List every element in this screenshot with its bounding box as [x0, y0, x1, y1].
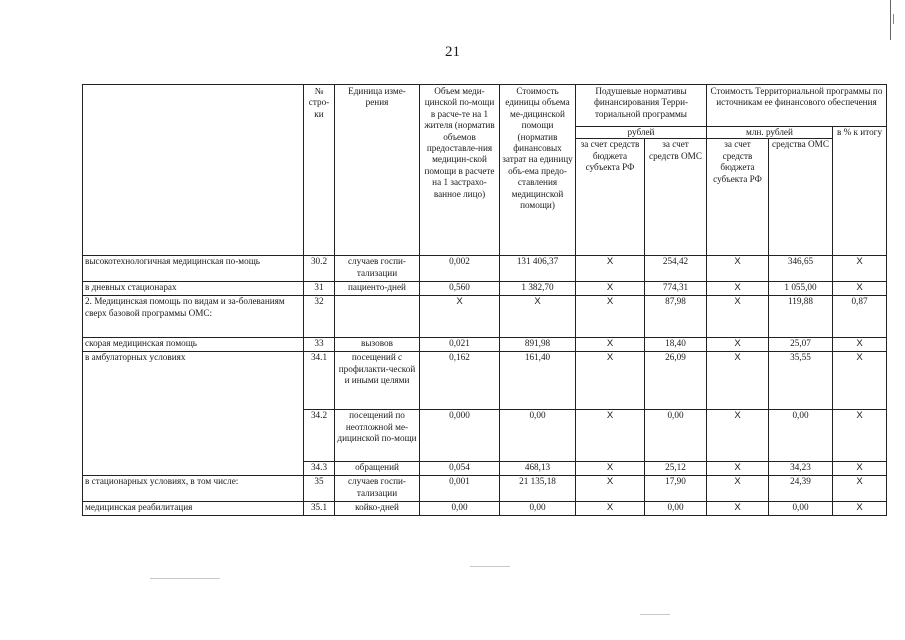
row-tc-budget: X	[707, 352, 769, 410]
row-pc-oms: 18,40	[645, 338, 707, 352]
row-unit: посещений по неотложной ме-дицинской по-мощи	[335, 410, 420, 462]
row-tc-budget: X	[707, 410, 769, 462]
row-tc-oms: 25,07	[769, 338, 833, 352]
row-volume: 0,560	[420, 282, 500, 296]
row-percent: X	[833, 462, 887, 476]
row-percent: X	[833, 282, 887, 296]
row-cost: 468,13	[500, 462, 576, 476]
row-tc-budget: X	[707, 282, 769, 296]
row-number: 35.1	[304, 502, 335, 516]
row-cost: 161,40	[500, 352, 576, 410]
row-percent: X	[833, 476, 887, 502]
row-volume: 0,054	[420, 462, 500, 476]
row-number: 30.2	[304, 256, 335, 282]
row-unit: посещений с профилакти-ческой и иными целями	[335, 352, 420, 410]
row-pc-oms: 87,98	[645, 296, 707, 338]
row-number: 33	[304, 338, 335, 352]
row-number: 34.1	[304, 352, 335, 410]
header-unit: Единица изме-рения	[335, 85, 420, 256]
row-name: высокотехнологичная медицинская по-мощь	[83, 256, 304, 282]
header-per-capita: Подушевые нормативы финансирования Терри-ториальной программы	[576, 85, 707, 127]
row-number: 31	[304, 282, 335, 296]
row-tc-budget: X	[707, 476, 769, 502]
row-pc-oms: 17,90	[645, 476, 707, 502]
row-pc-oms: 0,00	[645, 410, 707, 462]
table-row	[83, 282, 887, 296]
row-tc-oms: 1 055,00	[769, 282, 833, 296]
row-pc-budget: X	[576, 352, 645, 410]
row-pc-oms: 774,31	[645, 282, 707, 296]
scan-artifact-line	[150, 578, 220, 579]
table-row	[83, 502, 887, 516]
row-name: 2. Медицинская помощь по видам и за-болеваниям сверх базовой программы ОМС:	[83, 296, 304, 338]
row-cost: 1 382,70	[500, 282, 576, 296]
header-oms-funds-2: средства ОМС	[769, 139, 833, 256]
row-percent: X	[833, 410, 887, 462]
row-percent: X	[833, 502, 887, 516]
row-volume: X	[420, 296, 500, 338]
row-pc-budget: X	[576, 462, 645, 476]
row-pc-budget: X	[576, 338, 645, 352]
row-tc-oms: 119,88	[769, 296, 833, 338]
row-name: в дневных стационарах	[83, 282, 304, 296]
row-tc-budget: X	[707, 462, 769, 476]
row-percent: X	[833, 338, 887, 352]
row-cost: 0,00	[500, 410, 576, 462]
row-volume: 0,021	[420, 338, 500, 352]
row-unit: койко-дней	[335, 502, 420, 516]
row-pc-oms: 26,09	[645, 352, 707, 410]
row-unit: вызовов	[335, 338, 420, 352]
row-cost: 131 406,37	[500, 256, 576, 282]
table-row	[83, 296, 887, 338]
row-unit: пациенто-дней	[335, 282, 420, 296]
header-budget-subject: за счет средств бюджета субъекта РФ	[576, 139, 645, 256]
row-volume: 0,162	[420, 352, 500, 410]
row-number: 34.2	[304, 410, 335, 462]
table-row	[83, 256, 887, 282]
header-unit-cost: Стоимость единицы объема ме-дицинской помощи (норматив финансовых затрат на единицу объ-ема предо-ставления медицинской помощи)	[500, 85, 576, 256]
header-budget-subject-2: за счет средств бюджета субъекта РФ	[707, 139, 769, 256]
row-percent: X	[833, 256, 887, 282]
row-pc-budget: X	[576, 476, 645, 502]
row-pc-budget: X	[576, 256, 645, 282]
row-number: 35	[304, 476, 335, 502]
row-pc-budget: X	[576, 296, 645, 338]
row-name: скорая медицинская помощь	[83, 338, 304, 352]
scan-artifact-line	[640, 614, 670, 615]
row-name: в амбулаторных условиях	[83, 352, 304, 476]
page-number: 21	[445, 44, 460, 60]
row-volume: 0,002	[420, 256, 500, 282]
table-row	[83, 476, 887, 502]
header-percent-total: в % к итогу	[833, 127, 887, 256]
row-cost: 0,00	[500, 502, 576, 516]
header-row	[83, 85, 887, 127]
row-pc-budget: X	[576, 502, 645, 516]
row-pc-oms: 254,42	[645, 256, 707, 282]
header-volume: Объем меди-цинской по-мощи в расче-те на 1 жителя (норматив объемов предоставле-ния медицин-ской помощи в расчете на 1 застрахо-ванное лицо)	[420, 85, 500, 256]
scan-edge-mark	[890, 0, 891, 40]
row-tc-oms: 346,65	[769, 256, 833, 282]
row-percent: 0,87	[833, 296, 887, 338]
header-mln-rubles: млн. рублей	[707, 127, 833, 139]
row-tc-oms: 24,39	[769, 476, 833, 502]
row-tc-budget: X	[707, 296, 769, 338]
row-tc-budget: X	[707, 338, 769, 352]
row-volume: 0,000	[420, 410, 500, 462]
scan-edge-mark	[893, 14, 894, 24]
row-number: 34.3	[304, 462, 335, 476]
row-tc-oms: 35,55	[769, 352, 833, 410]
header-oms-funds: за счет средств ОМС	[645, 139, 707, 256]
scan-artifact-line	[470, 566, 510, 567]
table-row	[83, 352, 887, 410]
row-unit	[335, 296, 420, 338]
table-row	[83, 338, 887, 352]
header-rubles: рублей	[576, 127, 707, 139]
row-unit: случаев госпи-тализации	[335, 256, 420, 282]
row-pc-oms: 25,12	[645, 462, 707, 476]
row-unit: обращений	[335, 462, 420, 476]
row-pc-budget: X	[576, 410, 645, 462]
row-name: в стационарных условиях, в том числе:	[83, 476, 304, 502]
row-volume: 0,00	[420, 502, 500, 516]
header-program-cost: Стоимость Территориальной программы по источникам ее финансового обеспечения	[707, 85, 887, 127]
row-cost: 21 135,18	[500, 476, 576, 502]
row-number: 32	[304, 296, 335, 338]
row-pc-budget: X	[576, 282, 645, 296]
row-volume: 0,001	[420, 476, 500, 502]
header-row-number: № стро-ки	[304, 85, 335, 256]
row-tc-oms: 0,00	[769, 502, 833, 516]
row-tc-oms: 0,00	[769, 410, 833, 462]
row-cost: 891,98	[500, 338, 576, 352]
row-percent: X	[833, 352, 887, 410]
row-tc-budget: X	[707, 256, 769, 282]
row-unit: случаев госпи-тализации	[335, 476, 420, 502]
row-tc-budget: X	[707, 502, 769, 516]
header-empty-cell	[83, 85, 304, 256]
row-name: медицинская реабилитация	[83, 502, 304, 516]
row-tc-oms: 34,23	[769, 462, 833, 476]
financing-table	[82, 84, 887, 516]
row-pc-oms: 0,00	[645, 502, 707, 516]
row-cost: X	[500, 296, 576, 338]
